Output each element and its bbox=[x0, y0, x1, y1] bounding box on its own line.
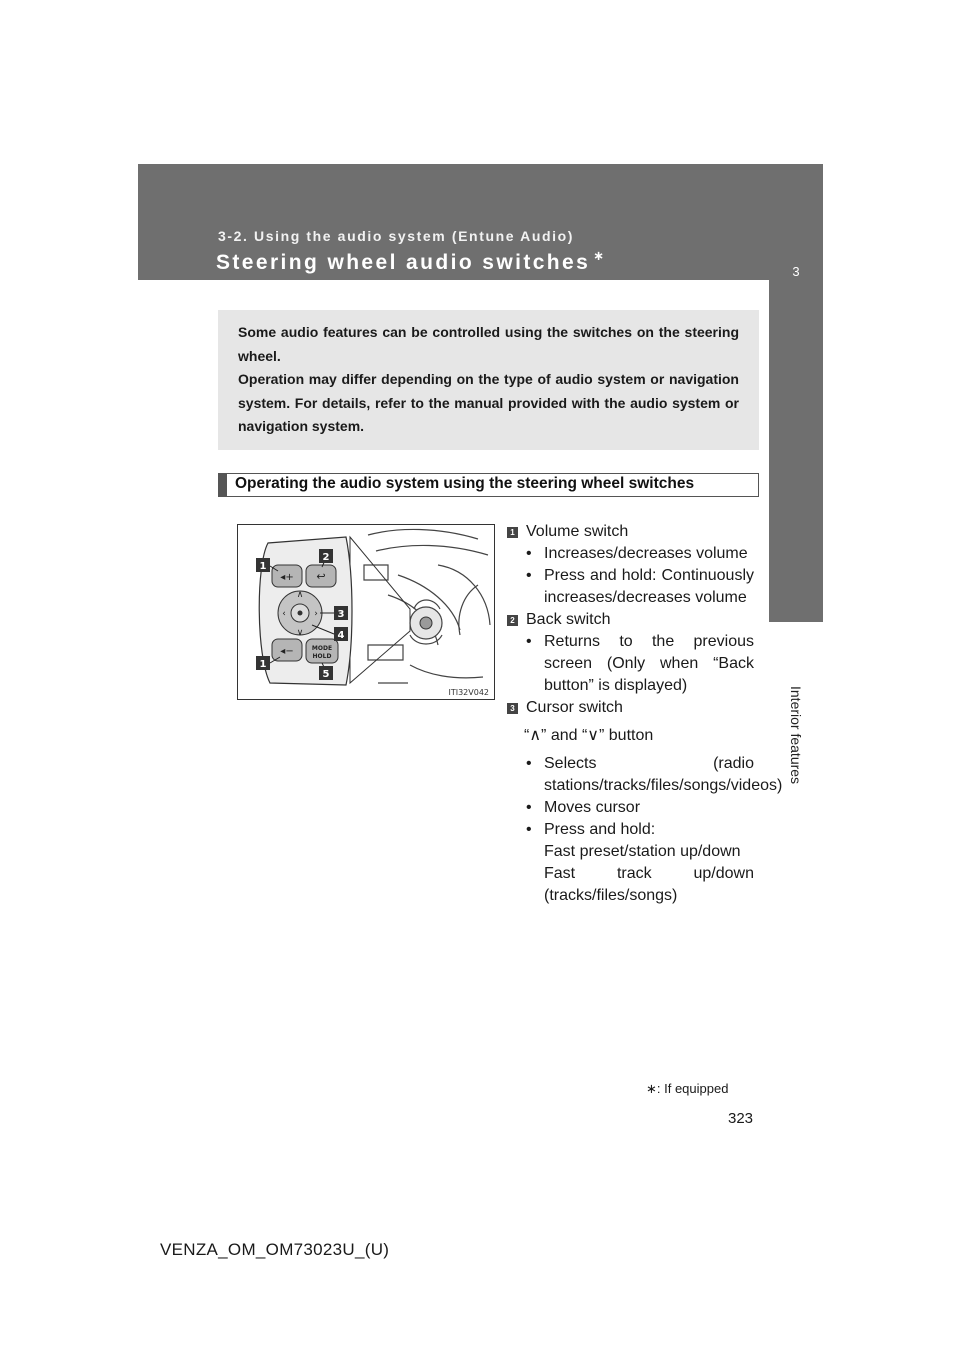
volume-up-glyph: ◂+ bbox=[280, 572, 294, 583]
callout-number: 4 bbox=[337, 630, 345, 641]
footnote: ∗: If equipped bbox=[646, 1081, 729, 1096]
hold-sublines bbox=[544, 841, 754, 907]
chapter-label[interactable]: Interior features bbox=[788, 686, 804, 785]
callout-number: 5 bbox=[322, 669, 330, 680]
cursor-right-glyph: › bbox=[314, 609, 318, 619]
subheading-marker bbox=[219, 474, 227, 496]
chapter-side-tab[interactable] bbox=[769, 280, 823, 622]
back-glyph: ↩ bbox=[316, 570, 326, 583]
back-bullets bbox=[524, 631, 754, 697]
hold-line: Fast preset/station up/down bbox=[544, 843, 741, 860]
intro-box bbox=[218, 310, 759, 450]
callout-number: 3 bbox=[337, 609, 345, 620]
zoom-indicator bbox=[350, 537, 410, 683]
item-number-badge: 1 bbox=[507, 527, 518, 538]
intro-paragraph-2: Operation may differ depending on the type of audio system or navigation system. For details, refer to the manual provided with the audio system or navigation system. bbox=[238, 371, 739, 434]
document-code: VENZA_OM_OM73023U_(U) bbox=[160, 1240, 390, 1259]
intro-paragraph-1: Some audio features can be controlled using the switches on the steering wheel. bbox=[238, 324, 739, 364]
figure-code: ITI32V042 bbox=[448, 688, 489, 697]
cursor-button-note: “∧” and “∨” button bbox=[524, 727, 654, 744]
cursor-up-glyph: ∧ bbox=[296, 590, 304, 600]
subheading-text: Operating the audio system using the steering wheel switches bbox=[235, 475, 695, 492]
volume-bullets bbox=[524, 543, 754, 609]
item-number-badge: 2 bbox=[507, 615, 518, 626]
item-number-badge: 3 bbox=[507, 703, 518, 714]
bullet-item: • Selects (radio stations/tracks/files/songs/videos) bbox=[524, 753, 754, 797]
definition-title: Cursor switch bbox=[526, 699, 623, 716]
page-title-text: Steering wheel audio switches bbox=[216, 251, 591, 274]
hold-intro: Press and hold: bbox=[544, 821, 656, 838]
volume-down-glyph: ◂− bbox=[280, 646, 294, 657]
page-title bbox=[216, 248, 604, 275]
cursor-switch-definition bbox=[506, 697, 754, 719]
definitions-column bbox=[506, 521, 783, 907]
bullet-item: • Increases/decreases volume bbox=[524, 543, 754, 565]
subheading-box bbox=[218, 473, 759, 497]
cursor-left-glyph: ‹ bbox=[282, 609, 286, 619]
bullet-item: • Returns to the previous screen (Only when “Back button” is displayed) bbox=[524, 631, 754, 697]
volume-switch-definition bbox=[506, 521, 754, 543]
cursor-bullets bbox=[524, 753, 783, 907]
hold-label: HOLD bbox=[312, 653, 332, 660]
equipped-mark: ∗ bbox=[593, 248, 605, 263]
cursor-down-glyph: ∨ bbox=[296, 628, 304, 638]
back-switch-definition bbox=[506, 609, 754, 631]
section-label: 3-2. Using the audio system (Entune Audio) bbox=[218, 228, 575, 244]
illustration-svg bbox=[238, 525, 494, 699]
definition-title: Back switch bbox=[526, 611, 611, 628]
page-number: 323 bbox=[728, 1110, 754, 1127]
bullet-item-hold bbox=[524, 819, 754, 907]
callout-number: 1 bbox=[259, 561, 267, 572]
bullet-item: • Moves cursor bbox=[524, 797, 754, 819]
steering-wheel-hub bbox=[410, 600, 442, 644]
callout-number: 1 bbox=[259, 659, 267, 670]
dashboard-lines bbox=[364, 529, 490, 683]
chapter-number: 3 bbox=[792, 264, 800, 279]
definition-title: Volume switch bbox=[526, 523, 629, 540]
steering-switch-illustration bbox=[237, 524, 495, 700]
mode-label: MODE bbox=[311, 645, 333, 652]
callout-number: 2 bbox=[322, 552, 330, 563]
bullet-item: • Press and hold: Continuously increases/decreases volume bbox=[524, 565, 754, 609]
hold-line: Fast track up/down (tracks/files/songs) bbox=[544, 865, 754, 904]
